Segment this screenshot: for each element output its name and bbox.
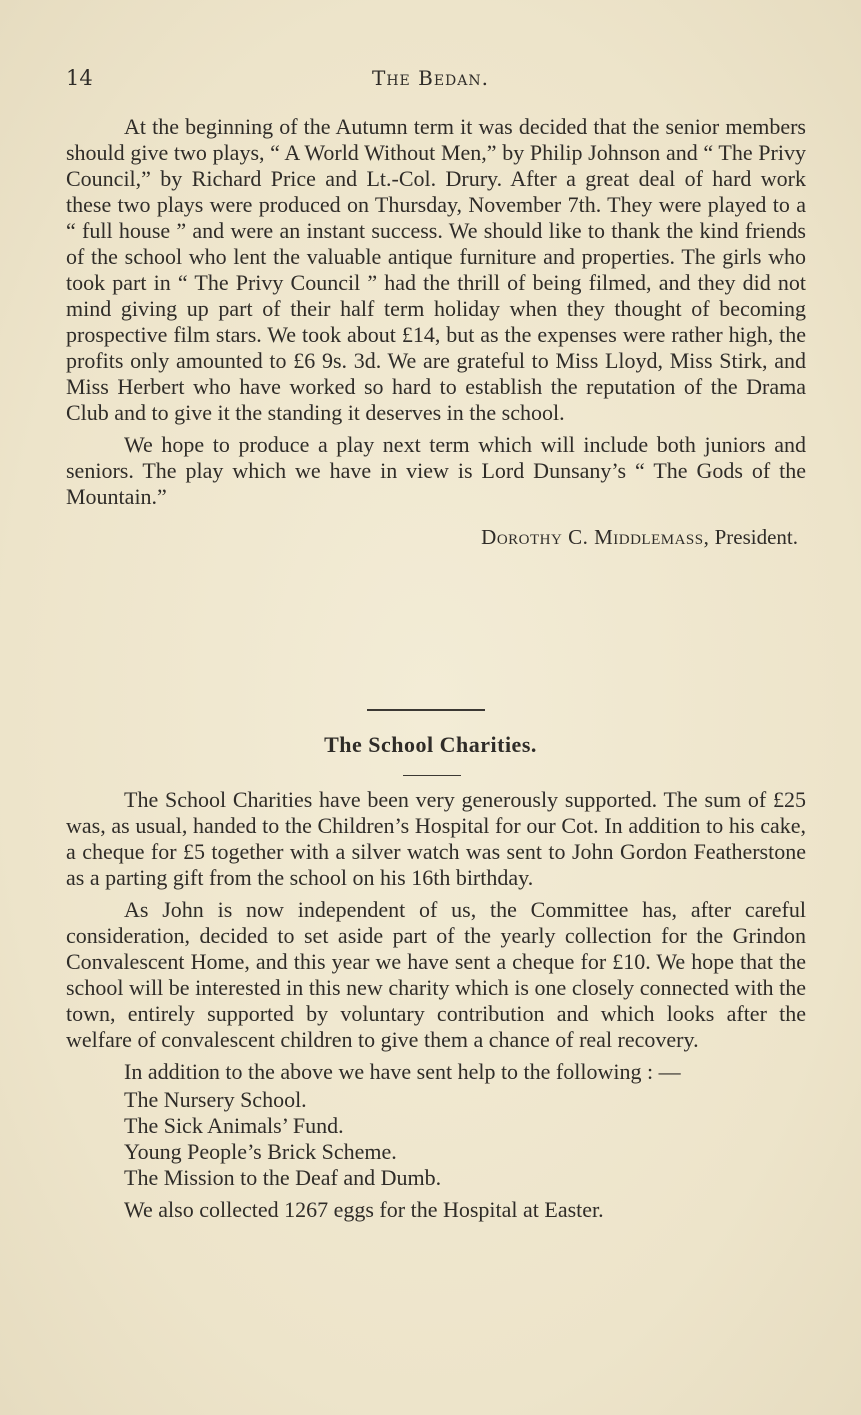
signature-role: President. xyxy=(714,525,798,549)
charities-closing: We also collected 1267 eggs for the Hospital at Easter. xyxy=(124,1197,604,1222)
signature-name: Dorothy C. Middlemass, xyxy=(481,525,710,549)
page-number: 14 xyxy=(66,66,93,90)
journal-title: The Bedan. xyxy=(372,66,489,90)
signature xyxy=(66,524,798,550)
drama-paragraph-1: At the beginning of the Autumn term it was decided that the senior members should give two plays, “ A World Without Men,” by Philip Johnson and “ The Privy Council,” by Richard Price and Lt.-Col. Drury. After a great deal of hard work these two plays were produced on Thursday, November 7th. They were played to a “ full house ” and were an instant success. We should like to thank the kind friends of the school who lent the valuable antique furniture and properties. The girls who took part in “ The Privy Council ” had the thrill of being filmed, and they did not mind giving up part of their half term holiday when they thought of becoming prospective film stars. We took about £14, but as the expenses were rather high, the profits only amounted to £6 9s. 3d. We are grateful to Miss Lloyd, Miss Stirk, and Miss Herbert who have worked so hard to establish the reputation of the Drama Club and to give it the standing it deserves in the school. xyxy=(66,114,806,425)
section-divider-rule xyxy=(367,709,485,711)
title-underline-rule xyxy=(403,775,461,776)
charities-section xyxy=(66,787,806,1223)
charities-list-intro: In addition to the above we have sent help to the following : — xyxy=(124,1059,681,1084)
running-head xyxy=(66,66,795,96)
list-item: Young People’s Brick Scheme. xyxy=(124,1139,397,1164)
charities-paragraph-1: The School Charities have been very generously supported. The sum of £25 was, as usual, handed to the Children’s Hospital for our Cot. In addition to his cake, a cheque for £5 together with a silver watch was sent to John Gordon Featherstone as a parting gift from the school on his 16th birthday. xyxy=(66,787,806,890)
charities-paragraph-2: As John is now independent of us, the Committee has, after careful consideration, decided to set aside part of the yearly collection for the Grindon Convalescent Home, and this year we have sent a cheque for £10. We hope that the school will be interested in this new charity which is one closely connected with the town, entirely supported by voluntary contribution and which looks after the welfare of convalescent children to give them a chance of real recovery. xyxy=(66,897,806,1052)
list-item: The Mission to the Deaf and Dumb. xyxy=(124,1165,442,1190)
charities-list xyxy=(66,1087,806,1191)
list-item: The Sick Animals’ Fund. xyxy=(124,1113,344,1138)
section-title: The School Charities. xyxy=(324,732,537,757)
drama-paragraph-2: We hope to produce a play next term which will include both juniors and seniors. The play which we have in view is Lord Dunsany’s “ The Gods of the Mountain.” xyxy=(66,432,806,509)
drama-club-section xyxy=(66,114,806,550)
list-item: The Nursery School. xyxy=(124,1087,307,1112)
